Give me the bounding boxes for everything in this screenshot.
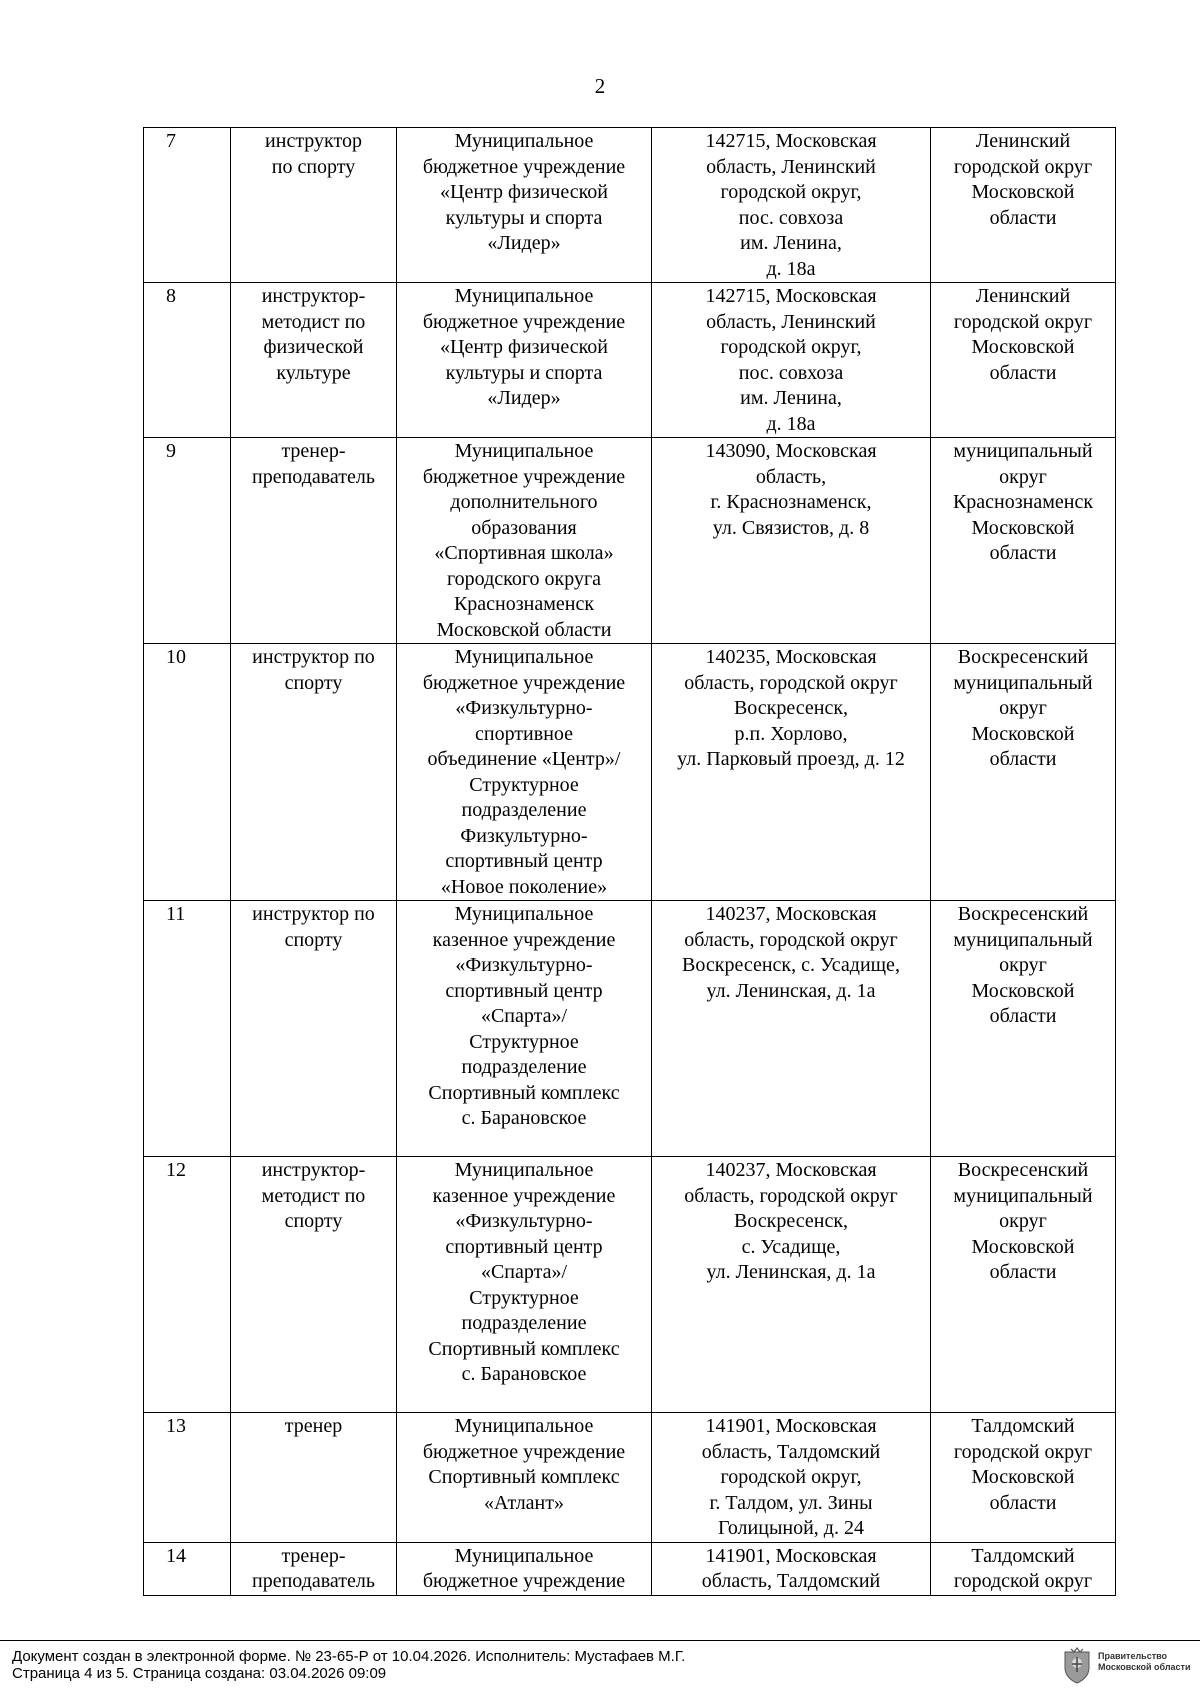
table-row bbox=[144, 1413, 1116, 1543]
district-cell: Ленинский городской округ Московской области bbox=[931, 283, 1116, 438]
district-cell: муниципальный округ Краснознаменск Московской области bbox=[931, 438, 1116, 644]
address-cell: 140235, Московская область, городской округ Воскресенск, р.п. Хорлово, ул. Парковый проезд, д. 12 bbox=[652, 644, 931, 901]
moscow-oblast-emblem-icon bbox=[1062, 1646, 1092, 1684]
address-cell: 142715, Московская область, Ленинский городской округ, пос. совхоза им. Ленина, д. 18а bbox=[652, 128, 931, 283]
footer-divider bbox=[0, 1640, 1200, 1641]
table-row bbox=[144, 1542, 1116, 1595]
organization-cell: Муниципальное бюджетное учреждение дополнительного образования «Спортивная школа» городского округа Краснознаменск Московской области bbox=[397, 438, 652, 644]
table-row bbox=[144, 283, 1116, 438]
district-cell: Воскресенский муниципальный округ Московской области bbox=[931, 1157, 1116, 1413]
position-cell: инструктор по спорту bbox=[231, 644, 397, 901]
row-number: 9 bbox=[144, 438, 231, 644]
position-cell: инструктор- методист по физической культуре bbox=[231, 283, 397, 438]
district-cell: Воскресенский муниципальный округ Московской области bbox=[931, 901, 1116, 1157]
table-row bbox=[144, 644, 1116, 901]
row-number: 7 bbox=[144, 128, 231, 283]
organization-cell: Муниципальное бюджетное учреждение Спортивный комплекс «Атлант» bbox=[397, 1413, 652, 1543]
district-cell: Талдомский городской округ Московской области bbox=[931, 1413, 1116, 1543]
address-cell: 140237, Московская область, городской округ Воскресенск, с. Усадище, ул. Ленинская, д. 1а bbox=[652, 901, 931, 1157]
table-row bbox=[144, 438, 1116, 644]
address-cell: 140237, Московская область, городской округ Воскресенск, с. Усадище, ул. Ленинская, д. 1а bbox=[652, 1157, 931, 1413]
address-cell: 141901, Московская область, Талдомский bbox=[652, 1542, 931, 1595]
address-cell: 143090, Московская область, г. Краснознаменск, ул. Связистов, д. 8 bbox=[652, 438, 931, 644]
row-number: 12 bbox=[144, 1157, 231, 1413]
row-number: 14 bbox=[144, 1542, 231, 1595]
row-number: 13 bbox=[144, 1413, 231, 1543]
address-cell: 141901, Московская область, Талдомский городской округ, г. Талдом, ул. Зины Голицыной, д. 24 bbox=[652, 1413, 931, 1543]
position-cell: инструктор по спорту bbox=[231, 128, 397, 283]
position-cell: инструктор по спорту bbox=[231, 901, 397, 1157]
district-cell: Ленинский городской округ Московской области bbox=[931, 128, 1116, 283]
organization-cell: Муниципальное казенное учреждение «Физкультурно- спортивный центр «Спарта»/ Структурное подразделение Спортивный комплекс с. Барановское bbox=[397, 901, 652, 1157]
table-row bbox=[144, 1157, 1116, 1413]
table-row bbox=[144, 128, 1116, 283]
footer-page-line: Страница 4 из 5. Страница создана: 03.04.2026 09:09 bbox=[12, 1665, 387, 1682]
footer-info bbox=[12, 1648, 685, 1682]
district-cell: Воскресенский муниципальный округ Московской области bbox=[931, 644, 1116, 901]
table-row bbox=[144, 901, 1116, 1157]
organization-cell: Муниципальное бюджетное учреждение «Центр физической культуры и спорта «Лидер» bbox=[397, 128, 652, 283]
government-logo bbox=[1062, 1646, 1192, 1690]
position-cell: инструктор- методист по спорту bbox=[231, 1157, 397, 1413]
position-cell: тренер- преподаватель bbox=[231, 1542, 397, 1595]
row-number: 11 bbox=[144, 901, 231, 1157]
footer-document-line: Документ создан в электронной форме. № 23-65-Р от 10.04.2026. Исполнитель: Мустафаев М.Г. bbox=[12, 1648, 686, 1665]
page-number: 2 bbox=[594, 74, 606, 98]
organization-cell: Муниципальное бюджетное учреждение «Центр физической культуры и спорта «Лидер» bbox=[397, 283, 652, 438]
address-cell: 142715, Московская область, Ленинский городской округ, пос. совхоза им. Ленина, д. 18а bbox=[652, 283, 931, 438]
institutions-table bbox=[143, 127, 1116, 1596]
organization-cell: Муниципальное бюджетное учреждение bbox=[397, 1542, 652, 1595]
district-cell: Талдомский городской округ bbox=[931, 1542, 1116, 1595]
organization-cell: Муниципальное казенное учреждение «Физкультурно- спортивный центр «Спарта»/ Структурное подразделение Спортивный комплекс с. Барановское bbox=[397, 1157, 652, 1413]
organization-cell: Муниципальное бюджетное учреждение «Физкультурно- спортивное объединение «Центр»/ Структурное подразделение Физкультурно- спортивный центр «Новое поколение» bbox=[397, 644, 652, 901]
position-cell: тренер bbox=[231, 1413, 397, 1543]
position-cell: тренер- преподаватель bbox=[231, 438, 397, 644]
row-number: 10 bbox=[144, 644, 231, 901]
row-number: 8 bbox=[144, 283, 231, 438]
logo-text: Правительство Московской области bbox=[1098, 1651, 1191, 1672]
